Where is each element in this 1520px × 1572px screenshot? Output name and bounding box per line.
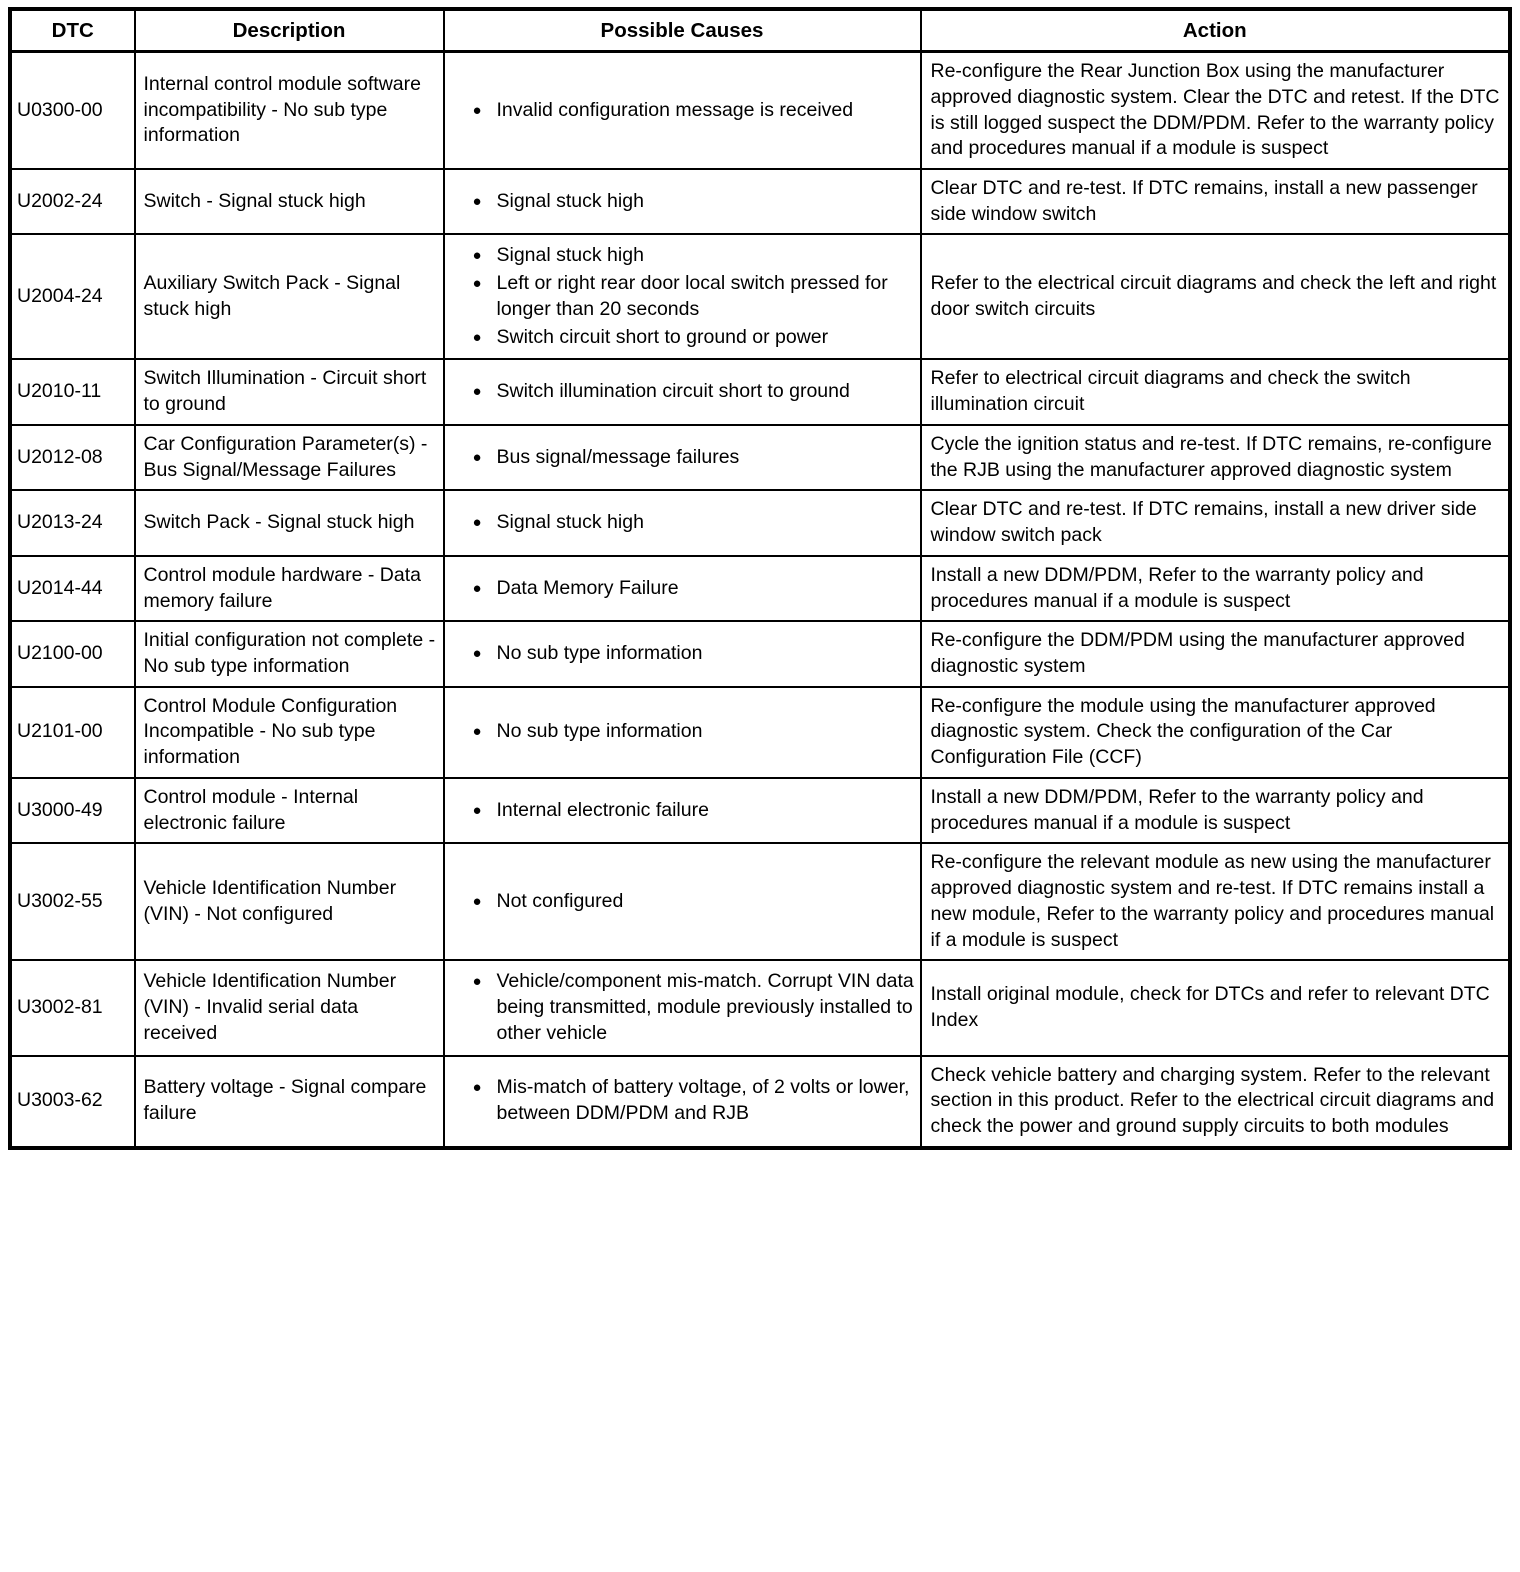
possible-causes-cell	[444, 490, 921, 555]
dtc-table-header	[10, 9, 1510, 52]
cause-item: ● Not configured	[445, 889, 916, 915]
description-cell: Car Configuration Parameter(s) - Bus Signal/Message Failures	[135, 425, 444, 490]
causes-list	[445, 510, 916, 536]
table-row	[10, 960, 1510, 1055]
table-row	[10, 490, 1510, 555]
possible-causes-cell	[444, 234, 921, 359]
causes-list	[445, 189, 916, 215]
causes-list	[445, 243, 916, 350]
dtc-code-cell: U0300-00	[10, 52, 135, 169]
cause-item: ● Vehicle/component mis-match. Corrupt VIN data being transmitted, module previously installed to other vehicle	[445, 969, 916, 1046]
cause-item: ● Bus signal/message failures	[445, 445, 916, 471]
description-cell: Vehicle Identification Number (VIN) - Not configured	[135, 843, 444, 960]
header-row	[10, 9, 1510, 52]
cause-item: ● Signal stuck high	[445, 243, 916, 269]
possible-causes-cell	[444, 359, 921, 424]
possible-causes-cell	[444, 169, 921, 234]
dtc-code-cell: U3002-81	[10, 960, 135, 1055]
description-cell: Initial configuration not complete - No sub type information	[135, 621, 444, 686]
action-cell: Install original module, check for DTCs and refer to relevant DTC Index	[921, 960, 1511, 1055]
cause-item: ● Signal stuck high	[445, 189, 916, 215]
causes-list	[445, 445, 916, 471]
description-cell: Auxiliary Switch Pack - Signal stuck high	[135, 234, 444, 359]
possible-causes-cell	[444, 425, 921, 490]
cause-item: ● Signal stuck high	[445, 510, 916, 536]
cause-item: ● Switch circuit short to ground or power	[445, 325, 916, 351]
table-row	[10, 843, 1510, 960]
table-row	[10, 169, 1510, 234]
action-cell: Cycle the ignition status and re-test. If DTC remains, re-configure the RJB using the manufacturer approved diagnostic system	[921, 425, 1511, 490]
action-cell: Clear DTC and re-test. If DTC remains, install a new driver side window switch pack	[921, 490, 1511, 555]
header-description: Description	[135, 9, 444, 52]
table-row	[10, 425, 1510, 490]
table-row	[10, 1056, 1510, 1148]
causes-list	[445, 98, 916, 124]
causes-list	[445, 889, 916, 915]
causes-list	[445, 576, 916, 602]
possible-causes-cell	[444, 687, 921, 778]
table-row	[10, 359, 1510, 424]
dtc-code-cell: U3002-55	[10, 843, 135, 960]
description-cell: Internal control module software incompatibility - No sub type information	[135, 52, 444, 169]
action-cell: Clear DTC and re-test. If DTC remains, install a new passenger side window switch	[921, 169, 1511, 234]
table-row	[10, 778, 1510, 843]
cause-item: ● Switch illumination circuit short to ground	[445, 379, 916, 405]
dtc-code-cell: U2101-00	[10, 687, 135, 778]
dtc-table-body	[10, 52, 1510, 1148]
dtc-code-cell: U2012-08	[10, 425, 135, 490]
cause-item: ● Left or right rear door local switch pressed for longer than 20 seconds	[445, 271, 916, 322]
table-row	[10, 687, 1510, 778]
table-row	[10, 52, 1510, 169]
description-cell: Control module hardware - Data memory failure	[135, 556, 444, 621]
possible-causes-cell	[444, 843, 921, 960]
cause-item: ● Mis-match of battery voltage, of 2 volts or lower, between DDM/PDM and RJB	[445, 1075, 916, 1126]
possible-causes-cell	[444, 778, 921, 843]
action-cell: Install a new DDM/PDM, Refer to the warranty policy and procedures manual if a module is suspect	[921, 556, 1511, 621]
action-cell: Refer to the electrical circuit diagrams and check the left and right door switch circuits	[921, 234, 1511, 359]
possible-causes-cell	[444, 52, 921, 169]
cause-item: ● Internal electronic failure	[445, 798, 916, 824]
possible-causes-cell	[444, 621, 921, 686]
dtc-code-cell: U2013-24	[10, 490, 135, 555]
action-cell: Re-configure the DDM/PDM using the manufacturer approved diagnostic system	[921, 621, 1511, 686]
table-row	[10, 234, 1510, 359]
causes-list	[445, 1075, 916, 1126]
dtc-code-cell: U2014-44	[10, 556, 135, 621]
description-cell: Vehicle Identification Number (VIN) - Invalid serial data received	[135, 960, 444, 1055]
header-possible-causes: Possible Causes	[444, 9, 921, 52]
cause-item: ● No sub type information	[445, 641, 916, 667]
description-cell: Battery voltage - Signal compare failure	[135, 1056, 444, 1148]
action-cell: Re-configure the module using the manufacturer approved diagnostic system. Check the configuration of the Car Configuration File (CCF)	[921, 687, 1511, 778]
description-cell: Switch - Signal stuck high	[135, 169, 444, 234]
description-cell: Control module - Internal electronic failure	[135, 778, 444, 843]
dtc-code-cell: U2002-24	[10, 169, 135, 234]
causes-list	[445, 641, 916, 667]
table-row	[10, 621, 1510, 686]
cause-item: ● Invalid configuration message is received	[445, 98, 916, 124]
dtc-code-cell: U2010-11	[10, 359, 135, 424]
causes-list	[445, 969, 916, 1046]
description-cell: Control Module Configuration Incompatible - No sub type information	[135, 687, 444, 778]
dtc-code-cell: U2100-00	[10, 621, 135, 686]
causes-list	[445, 379, 916, 405]
action-cell: Re-configure the Rear Junction Box using the manufacturer approved diagnostic system. Clear the DTC and retest. If the DTC is still logged suspect the DDM/PDM. Refer to the warranty policy and procedures manual if a module is suspect	[921, 52, 1511, 169]
header-dtc: DTC	[10, 9, 135, 52]
description-cell: Switch Pack - Signal stuck high	[135, 490, 444, 555]
dtc-code-cell: U2004-24	[10, 234, 135, 359]
dtc-table	[8, 7, 1512, 1150]
cause-item: ● Data Memory Failure	[445, 576, 916, 602]
causes-list	[445, 798, 916, 824]
causes-list	[445, 719, 916, 745]
header-action: Action	[921, 9, 1511, 52]
possible-causes-cell	[444, 960, 921, 1055]
action-cell: Check vehicle battery and charging system. Refer to the relevant section in this product. Refer to the electrical circuit diagrams and check the power and ground supply circuits to both modules	[921, 1056, 1511, 1148]
dtc-code-cell: U3003-62	[10, 1056, 135, 1148]
dtc-code-cell: U3000-49	[10, 778, 135, 843]
possible-causes-cell	[444, 1056, 921, 1148]
table-row	[10, 556, 1510, 621]
action-cell: Install a new DDM/PDM, Refer to the warranty policy and procedures manual if a module is suspect	[921, 778, 1511, 843]
cause-item: ● No sub type information	[445, 719, 916, 745]
possible-causes-cell	[444, 556, 921, 621]
description-cell: Switch Illumination - Circuit short to ground	[135, 359, 444, 424]
action-cell: Refer to electrical circuit diagrams and check the switch illumination circuit	[921, 359, 1511, 424]
action-cell: Re-configure the relevant module as new using the manufacturer approved diagnostic system and re-test. If DTC remains install a new module, Refer to the warranty policy and procedures manual if a module is suspect	[921, 843, 1511, 960]
